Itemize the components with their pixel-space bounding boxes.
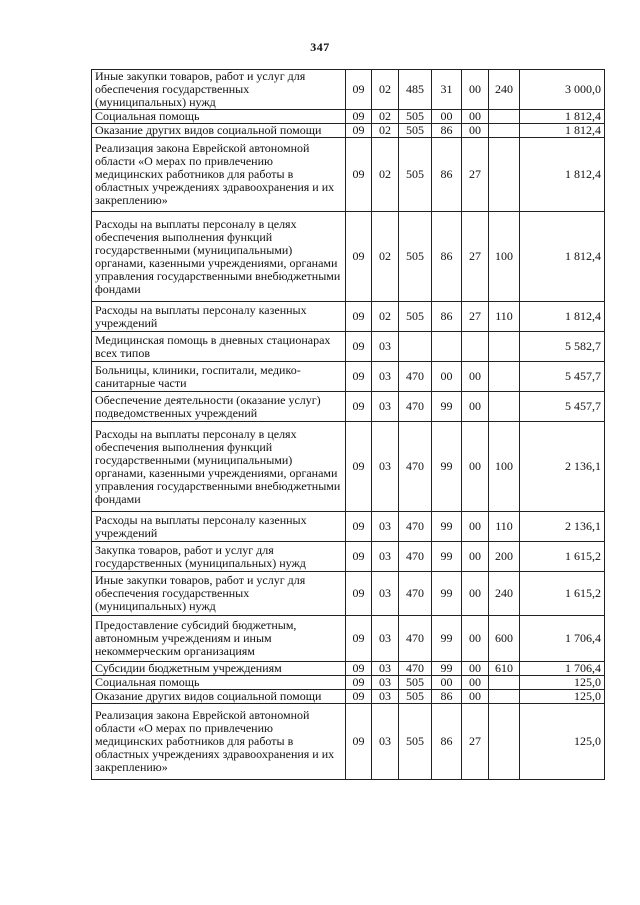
expense-type-code: 600 [489,616,520,662]
target-article-code-3: 00 [462,70,489,110]
target-article-code-3: 00 [462,676,489,690]
expense-type-code: 240 [489,572,520,616]
amount: 5 457,7 [520,392,605,422]
expense-type-code [489,124,520,138]
target-article-code-2: 86 [432,302,462,332]
target-article-code-3: 27 [462,302,489,332]
target-article-code-1: 470 [399,362,432,392]
table-row [92,212,605,302]
subsection-code: 02 [372,70,399,110]
subsection-code: 02 [372,212,399,302]
amount: 2 136,1 [520,512,605,542]
target-article-code-1: 505 [399,676,432,690]
target-article-code-2: 99 [432,572,462,616]
section-code: 09 [346,542,372,572]
target-article-code-3: 00 [462,512,489,542]
row-name: Социальная помощь [92,110,346,124]
expense-type-code [489,690,520,704]
amount: 1 812,4 [520,124,605,138]
table-row [92,616,605,662]
section-code: 09 [346,392,372,422]
subsection-code: 03 [372,422,399,512]
amount: 1 812,4 [520,212,605,302]
subsection-code: 03 [372,704,399,780]
target-article-code-3: 00 [462,392,489,422]
section-code: 09 [346,124,372,138]
section-code: 09 [346,616,372,662]
row-name: Медицинская помощь в дневных стационарах всех типов [92,332,346,362]
target-article-code-3 [462,332,489,362]
target-article-code-2: 86 [432,138,462,212]
target-article-code-2: 00 [432,676,462,690]
target-article-code-1 [399,332,432,362]
amount: 1 812,4 [520,138,605,212]
target-article-code-2: 99 [432,512,462,542]
section-code: 09 [346,302,372,332]
section-code: 09 [346,662,372,676]
table-row [92,124,605,138]
amount: 1 706,4 [520,616,605,662]
target-article-code-3: 00 [462,616,489,662]
target-article-code-3: 27 [462,704,489,780]
expense-type-code [489,110,520,124]
subsection-code: 02 [372,110,399,124]
expense-type-code: 610 [489,662,520,676]
table-row [92,676,605,690]
row-name: Реализация закона Еврейской автономной области «О мерах по привлечению медицинских работников для работы в областных учреждениях здравоохранения и их закреплению» [92,138,346,212]
table-row [92,332,605,362]
target-article-code-3: 00 [462,110,489,124]
row-name: Закупка товаров, работ и услуг для государственных (муниципальных) нужд [92,542,346,572]
target-article-code-3: 00 [462,572,489,616]
target-article-code-2: 86 [432,212,462,302]
amount: 1 812,4 [520,110,605,124]
amount: 5 457,7 [520,362,605,392]
expense-type-code [489,676,520,690]
subsection-code: 03 [372,362,399,392]
target-article-code-1: 505 [399,690,432,704]
expense-type-code [489,138,520,212]
target-article-code-1: 470 [399,422,432,512]
target-article-code-2: 00 [432,362,462,392]
target-article-code-3: 00 [462,124,489,138]
row-name: Субсидии бюджетным учреждениям [92,662,346,676]
subsection-code: 03 [372,690,399,704]
subsection-code: 03 [372,676,399,690]
table-row [92,422,605,512]
target-article-code-2: 99 [432,616,462,662]
target-article-code-3: 00 [462,662,489,676]
target-article-code-1: 505 [399,302,432,332]
row-name: Иные закупки товаров, работ и услуг для обеспечения государственных (муниципальных) нужд [92,70,346,110]
table-row [92,138,605,212]
target-article-code-1: 505 [399,704,432,780]
target-article-code-2: 31 [432,70,462,110]
target-article-code-3: 00 [462,542,489,572]
amount: 1 812,4 [520,302,605,332]
row-name: Оказание других видов социальной помощи [92,124,346,138]
section-code: 09 [346,690,372,704]
target-article-code-1: 505 [399,124,432,138]
row-name: Расходы на выплаты персоналу в целях обеспечения выполнения функций государственными (муниципальными) органами, казенными учреждениями, органами управления государственными внебюджетными фондами [92,422,346,512]
expense-type-code: 100 [489,422,520,512]
target-article-code-1: 470 [399,572,432,616]
target-article-code-1: 505 [399,110,432,124]
target-article-code-2: 86 [432,690,462,704]
target-article-code-3: 00 [462,362,489,392]
section-code: 09 [346,572,372,616]
budget-table [91,69,605,780]
amount: 125,0 [520,676,605,690]
target-article-code-1: 470 [399,392,432,422]
section-code: 09 [346,362,372,392]
expense-type-code [489,392,520,422]
expense-type-code: 110 [489,512,520,542]
amount: 1 706,4 [520,662,605,676]
row-name: Социальная помощь [92,676,346,690]
subsection-code: 03 [372,392,399,422]
amount: 1 615,2 [520,572,605,616]
amount: 5 582,7 [520,332,605,362]
target-article-code-1: 470 [399,662,432,676]
section-code: 09 [346,212,372,302]
expense-type-code: 200 [489,542,520,572]
amount: 1 615,2 [520,542,605,572]
table-row [92,572,605,616]
table-row [92,542,605,572]
amount: 2 136,1 [520,422,605,512]
subsection-code: 02 [372,138,399,212]
table-row [92,704,605,780]
section-code: 09 [346,676,372,690]
section-code: 09 [346,704,372,780]
page-number: 347 [310,40,330,54]
target-article-code-2: 99 [432,542,462,572]
row-name: Реализация закона Еврейской автономной области «О мерах по привлечению медицинских работников для работы в областных учреждениях здравоохранения и их закреплению» [92,704,346,780]
target-article-code-2: 99 [432,422,462,512]
expense-type-code: 100 [489,212,520,302]
amount: 125,0 [520,704,605,780]
subsection-code: 03 [372,662,399,676]
table-row [92,662,605,676]
section-code: 09 [346,422,372,512]
target-article-code-2: 99 [432,662,462,676]
amount: 3 000,0 [520,70,605,110]
target-article-code-1: 470 [399,512,432,542]
subsection-code: 03 [372,512,399,542]
table-row [92,110,605,124]
table-row [92,690,605,704]
target-article-code-2: 00 [432,110,462,124]
subsection-code: 03 [372,572,399,616]
table-row [92,512,605,542]
target-article-code-3: 00 [462,422,489,512]
expense-type-code [489,704,520,780]
expense-type-code: 110 [489,302,520,332]
section-code: 09 [346,332,372,362]
subsection-code: 03 [372,616,399,662]
target-article-code-2: 99 [432,392,462,422]
row-name: Расходы на выплаты персоналу казенных учреждений [92,512,346,542]
expense-type-code: 240 [489,70,520,110]
target-article-code-2 [432,332,462,362]
row-name: Расходы на выплаты персоналу казенных учреждений [92,302,346,332]
amount: 125,0 [520,690,605,704]
target-article-code-1: 505 [399,138,432,212]
subsection-code: 03 [372,332,399,362]
row-name: Иные закупки товаров, работ и услуг для обеспечения государственных (муниципальных) нужд [92,572,346,616]
target-article-code-1: 505 [399,212,432,302]
target-article-code-3: 27 [462,212,489,302]
table-row [92,362,605,392]
table-row [92,392,605,422]
subsection-code: 02 [372,302,399,332]
section-code: 09 [346,138,372,212]
row-name: Расходы на выплаты персоналу в целях обеспечения выполнения функций государственными (муниципальными) органами, казенными учреждениями, органами управления государственными внебюджетными фондами [92,212,346,302]
subsection-code: 03 [372,542,399,572]
section-code: 09 [346,512,372,542]
row-name: Обеспечение деятельности (оказание услуг) подведомственных учреждений [92,392,346,422]
table-row [92,302,605,332]
target-article-code-1: 485 [399,70,432,110]
target-article-code-3: 00 [462,690,489,704]
table-row [92,70,605,110]
target-article-code-1: 470 [399,616,432,662]
target-article-code-2: 86 [432,704,462,780]
expense-type-code [489,362,520,392]
section-code: 09 [346,110,372,124]
row-name: Оказание других видов социальной помощи [92,690,346,704]
target-article-code-2: 86 [432,124,462,138]
row-name: Предоставление субсидий бюджетным, автономным учреждениям и иным некоммерческим организациям [92,616,346,662]
row-name: Больницы, клиники, госпитали, медико-санитарные части [92,362,346,392]
target-article-code-1: 470 [399,542,432,572]
budget-table-body [92,70,605,780]
target-article-code-3: 27 [462,138,489,212]
expense-type-code [489,332,520,362]
section-code: 09 [346,70,372,110]
subsection-code: 02 [372,124,399,138]
